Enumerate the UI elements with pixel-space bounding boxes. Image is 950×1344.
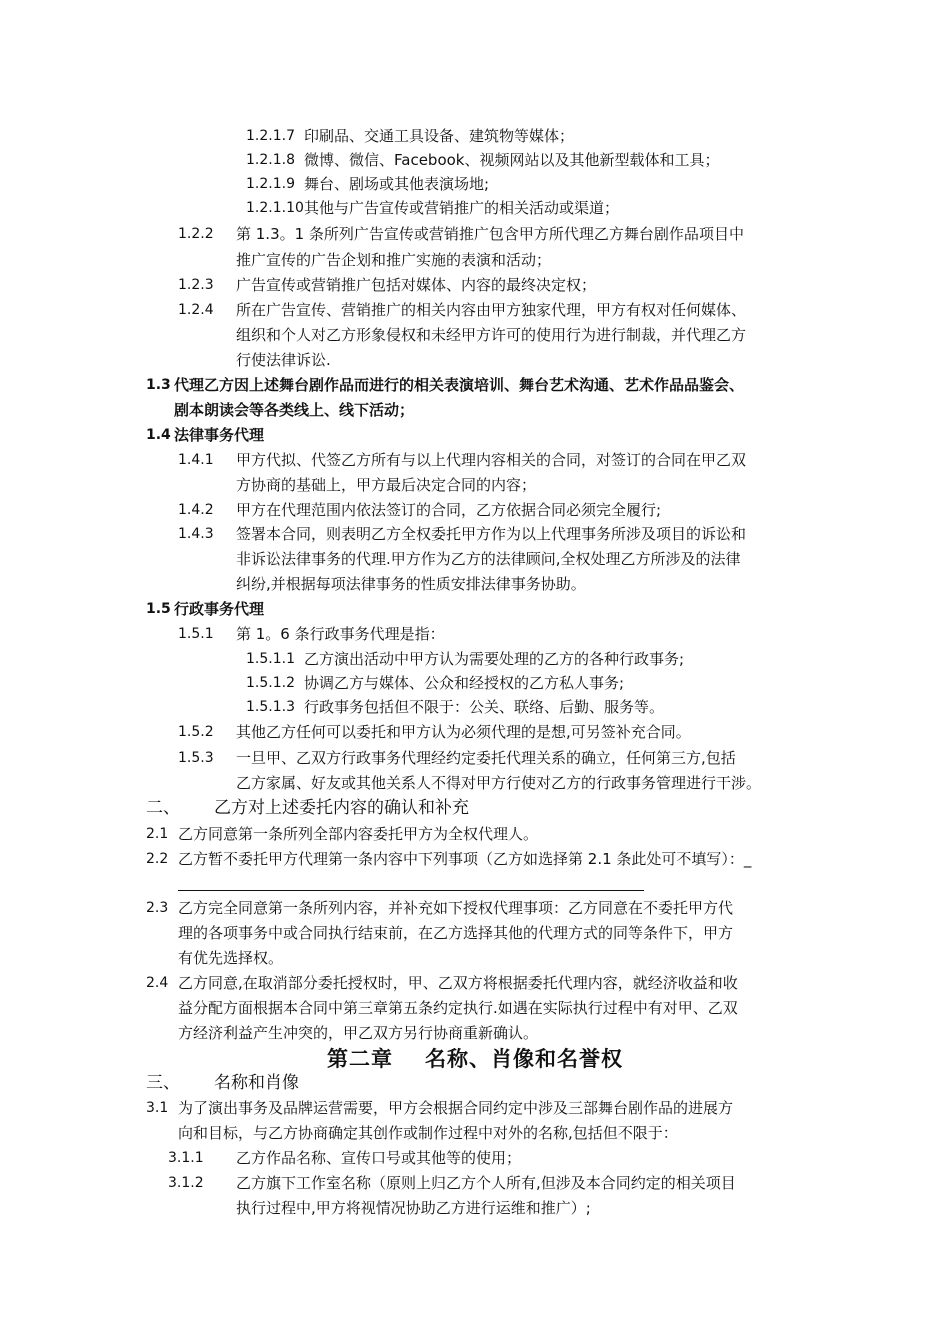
clause-text: 印刷品、交通工具设备、建筑物等媒体； xyxy=(304,127,575,145)
clause-text: 推广宣传的广告企划和推广实施的表演和活动； xyxy=(236,251,552,269)
clause-text: 签署本合同，则表明乙方全权委托甲方作为以上代理事务所涉及项目的诉讼和 xyxy=(236,525,747,543)
section-text: 剧本朗读会等各类线上、线下活动； xyxy=(174,401,415,419)
clause-text: 乙方同意第一条所列全部内容委托甲方为全权代理人。 xyxy=(178,825,539,843)
clause-number: 1.5.3 xyxy=(178,750,214,766)
clause-number: 1.2.1.7 xyxy=(246,128,295,144)
clause-number: 2.2 xyxy=(146,851,169,867)
clause-number: 1.5.1.1 xyxy=(246,651,295,667)
clause-text: 乙方演出活动中甲方认为需要处理的乙方的各种行政事务; xyxy=(304,650,685,668)
clause-text: 其他与广告宣传或营销推广的相关活动或渠道； xyxy=(304,199,620,217)
clause-text: 执行过程中,甲方将视情况协助乙方进行运维和推广）; xyxy=(236,1199,591,1217)
heading-title: 乙方对上述委托内容的确认和补充 xyxy=(214,798,469,818)
clause-number: 1.4.1 xyxy=(178,452,214,468)
clause-text: 协调乙方与媒体、公众和经授权的乙方私人事务; xyxy=(304,674,625,692)
section-text: 代理乙方因上述舞台剧作品而进行的相关表演培训、舞台艺术沟通、艺术作品品鉴会、 xyxy=(174,376,745,394)
clause-text: 甲方代拟、代签乙方所有与以上代理内容相关的合同，对签订的合同在甲乙双 xyxy=(236,451,747,469)
clause-number: 3.1.2 xyxy=(168,1175,204,1191)
clause-number: 2.4 xyxy=(146,975,169,991)
clause-number: 1.4.3 xyxy=(178,526,214,542)
section-title: 行政事务代理 xyxy=(174,600,265,618)
clause-text: 组织和个人对乙方形象侵权和未经甲方许可的使用行为进行制裁，并代理乙方 xyxy=(236,326,747,344)
chapter-title: 名称、肖像和名誉权 xyxy=(425,1046,623,1071)
section-number: 1.5 xyxy=(146,601,171,617)
clause-number: 1.2.2 xyxy=(178,226,214,242)
clause-text: 乙方旗下工作室名称（原则上归乙方个人所有,但涉及本合同约定的相关项目 xyxy=(236,1174,736,1192)
clause-text: 第 1。6 条行政事务代理是指： xyxy=(236,625,445,643)
section-number: 1.4 xyxy=(146,427,171,443)
heading-number: 二、 xyxy=(146,798,180,818)
clause-number: 1.5.1.3 xyxy=(246,699,295,715)
clause-text: 行政事务包括但不限于：公关、联络、后勤、服务等。 xyxy=(304,698,665,716)
clause-number: 2.1 xyxy=(146,826,169,842)
clause-text: 所在广告宣传、营销推广的相关内容由甲方独家代理，甲方有权对任何媒体、 xyxy=(236,301,747,319)
clause-text: 向和目标，与乙方协商确定其创作或制作过程中对外的名称,包括但不限于： xyxy=(178,1124,678,1142)
clause-text: 有优先选择权。 xyxy=(178,949,284,967)
clause-number: 1.5.1.2 xyxy=(246,675,295,691)
heading-title: 名称和肖像 xyxy=(214,1073,299,1093)
fill-in-blank-line xyxy=(178,890,644,891)
clause-number: 1.2.1.8 xyxy=(246,152,295,168)
clause-number: 1.5.2 xyxy=(178,724,214,740)
clause-text: 行使法律诉讼. xyxy=(236,351,331,369)
clause-text: 方协商的基础上，甲方最后决定合同的内容； xyxy=(236,476,537,494)
clause-number: 3.1.1 xyxy=(168,1150,204,1166)
clause-number: 1.2.4 xyxy=(178,302,214,318)
clause-text: 为了演出事务及品牌运营需要，甲方会根据合同约定中涉及三部舞台剧作品的进展方 xyxy=(178,1099,734,1117)
clause-text: 舞台、剧场或其他表演场地; xyxy=(304,175,490,193)
clause-text: 甲方在代理范围内依法签订的合同，乙方依据合同必须完全履行; xyxy=(236,501,662,519)
clause-number: 1.5.1 xyxy=(178,626,214,642)
clause-number: 1.4.2 xyxy=(178,502,214,518)
clause-text: 乙方完全同意第一条所列内容，并补充如下授权代理事项：乙方同意在不委托甲方代 xyxy=(178,899,734,917)
clause-text: 非诉讼法律事务的代理.甲方作为乙方的法律顾问,全权处理乙方所涉及的法律 xyxy=(236,550,741,568)
clause-text: 纠纷,并根据每项法律事务的性质安排法律事务协助。 xyxy=(236,575,586,593)
section-number: 1.3 xyxy=(146,377,171,393)
clause-number: 3.1 xyxy=(146,1100,169,1116)
clause-text: 乙方家属、好友或其他关系人不得对甲方行使对乙方的行政事务管理进行干涉。 xyxy=(236,774,762,792)
clause-text: 第 1.3。1 条所列广告宣传或营销推广包含甲方所代理乙方舞台剧作品项目中 xyxy=(236,225,744,243)
clause-number: 1.2.1.10 xyxy=(246,200,304,216)
clause-text: 理的各项事务中或合同执行结束前，在乙方选择其他的代理方式的同等条件下，甲方 xyxy=(178,924,734,942)
clause-text: 益分配方面根据本合同中第三章第五条约定执行.如遇在实际执行过程中有对甲、乙双 xyxy=(178,999,738,1017)
heading-number: 三、 xyxy=(146,1073,180,1093)
clause-text: 其他乙方任何可以委托和甲方认为必须代理的是想,可另签补充合同。 xyxy=(236,723,691,741)
clause-text: 广告宣传或营销推广包括对媒体、内容的最终决定权； xyxy=(236,276,597,294)
clause-text: 一旦甲、乙双方行政事务代理经约定委托代理关系的确立，任何第三方,包括 xyxy=(236,749,736,767)
clause-text: 微博、微信、Facebook、视频网站以及其他新型载体和工具； xyxy=(304,151,720,169)
clause-number: 1.2.1.9 xyxy=(246,176,295,192)
section-title: 法律事务代理 xyxy=(174,426,265,444)
clause-number: 2.3 xyxy=(146,900,169,916)
clause-text: 方经济利益产生冲突的，甲乙双方另行协商重新确认。 xyxy=(178,1024,539,1042)
clause-number: 1.2.3 xyxy=(178,277,214,293)
clause-text: 乙方暂不委托甲方代理第一条内容中下列事项（乙方如选择第 2.1 条此处可不填写）：_ xyxy=(178,850,752,868)
clause-text: 乙方同意,在取消部分委托授权时，甲、乙双方将根据委托代理内容，就经济收益和收 xyxy=(178,974,738,992)
chapter-number: 第二章 xyxy=(327,1046,393,1071)
clause-text: 乙方作品名称、宣传口号或其他等的使用； xyxy=(236,1149,522,1167)
